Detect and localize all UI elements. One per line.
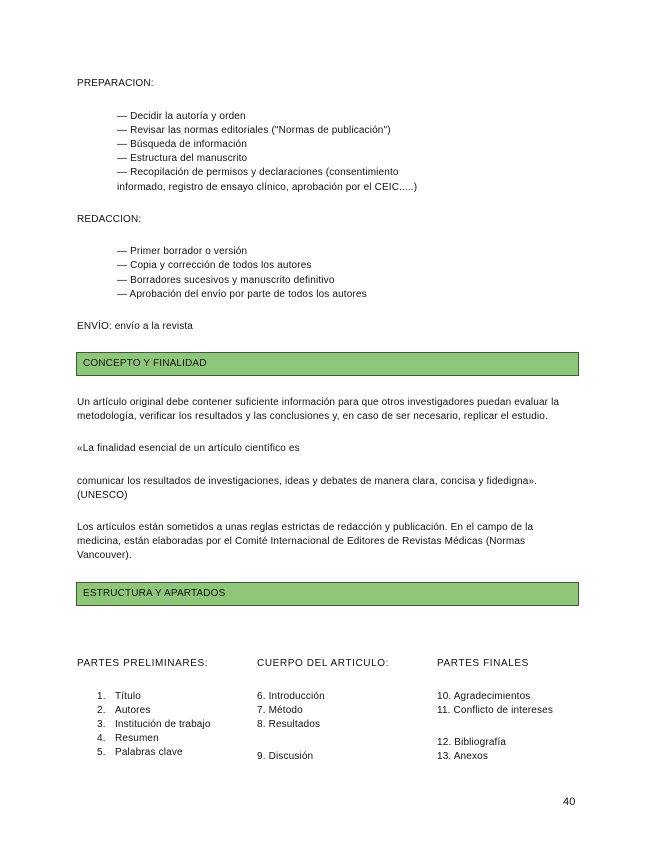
item-number: 4. (97, 733, 106, 744)
cuerpo-item: 9. Discusión (257, 751, 314, 762)
preparacion-continuation: informado, registro de ensayo clínico, aprobación por el CEIC.....) (117, 182, 418, 193)
finales-item: 10. Agradecimientos (437, 691, 531, 702)
item-text: Título (115, 691, 141, 702)
item-number: 5. (97, 747, 106, 758)
item-text: Palabras clave (115, 747, 183, 758)
item-text: Autores (115, 705, 151, 716)
finales-heading: PARTES FINALES (437, 658, 529, 669)
item-number: 3. (97, 719, 106, 730)
preparacion-item: — Recopilación de permisos y declaraciones (consentimiento (117, 167, 399, 178)
estructura-section-title: ESTRUCTURA Y APARTADOS (83, 588, 226, 599)
preparacion-item: — Revisar las normas editoriales ("Normas de publicación") (117, 125, 391, 136)
finales-item: 12. Bibliografía (437, 737, 507, 748)
redaccion-item: — Aprobación del envío por parte de todos los autores (117, 289, 367, 300)
concepto-section-bar (76, 352, 579, 376)
preparacion-item: — Estructura del manuscrito (117, 153, 248, 164)
estructura-section-bar (76, 582, 579, 606)
concepto-quote-start: «La finalidad esencial de un artículo científico es (77, 443, 300, 454)
redaccion-item: — Borradores sucesivos y manuscrito definitivo (117, 275, 335, 286)
concepto-paragraph-line: medicina, están elaboradas por el Comité Internacional de Editores de Revistas Médicas (Normas (77, 536, 526, 547)
preliminares-item (97, 705, 151, 717)
preliminares-item (97, 691, 141, 703)
finales-item: 11. Conflicto de intereses (437, 705, 553, 716)
redaccion-item: — Copia y corrección de todos los autores (117, 260, 312, 271)
preparacion-heading: PREPARACION: (77, 78, 154, 89)
preliminares-item (97, 733, 159, 745)
concepto-paragraph-line: metodología, verificar los resultados y las conclusiones y, en caso de ser necesario, replicar el estudio. (77, 411, 548, 422)
preliminares-item (97, 747, 183, 759)
cuerpo-item: 8. Resultados (257, 719, 321, 730)
concepto-paragraph-line: Los artículos están sometidos a unas reglas estrictas de redacción y publicación. En el campo de la (77, 522, 534, 533)
item-text: Institución de trabajo (115, 719, 211, 730)
concepto-quote-line: comunicar los resultados de investigaciones, ideas y debates de manera clara, concisa y fidedigna». (77, 476, 538, 487)
concepto-quote-source: (UNESCO) (77, 490, 128, 501)
preliminares-item (97, 719, 211, 731)
concepto-paragraph-line: Vancouver). (77, 550, 132, 561)
finales-item: 13. Anexos (437, 751, 488, 762)
concepto-section-title: CONCEPTO Y FINALIDAD (83, 358, 207, 369)
envio-line: ENVÍO: envío a la revista (77, 321, 194, 332)
item-text: Resumen (115, 733, 159, 744)
item-number: 1. (97, 691, 106, 702)
item-number: 2. (97, 705, 106, 716)
cuerpo-item: 6. Introducción (257, 691, 325, 702)
redaccion-heading: REDACCION: (77, 214, 142, 225)
concepto-paragraph-line: Un artículo original debe contener suficiente información para que otros investigadores puedan evaluar la (77, 397, 560, 408)
page-number: 40 (563, 796, 576, 808)
preliminares-heading: PARTES PRELIMINARES: (77, 658, 209, 669)
preparacion-item: — Búsqueda de información (117, 139, 247, 150)
redaccion-item: — Primer borrador o versión (117, 246, 248, 257)
cuerpo-item: 7. Método (257, 705, 303, 716)
preparacion-item: — Decidir la autoría y orden (117, 111, 246, 122)
cuerpo-heading: CUERPO DEL ARTICULO: (257, 658, 390, 669)
